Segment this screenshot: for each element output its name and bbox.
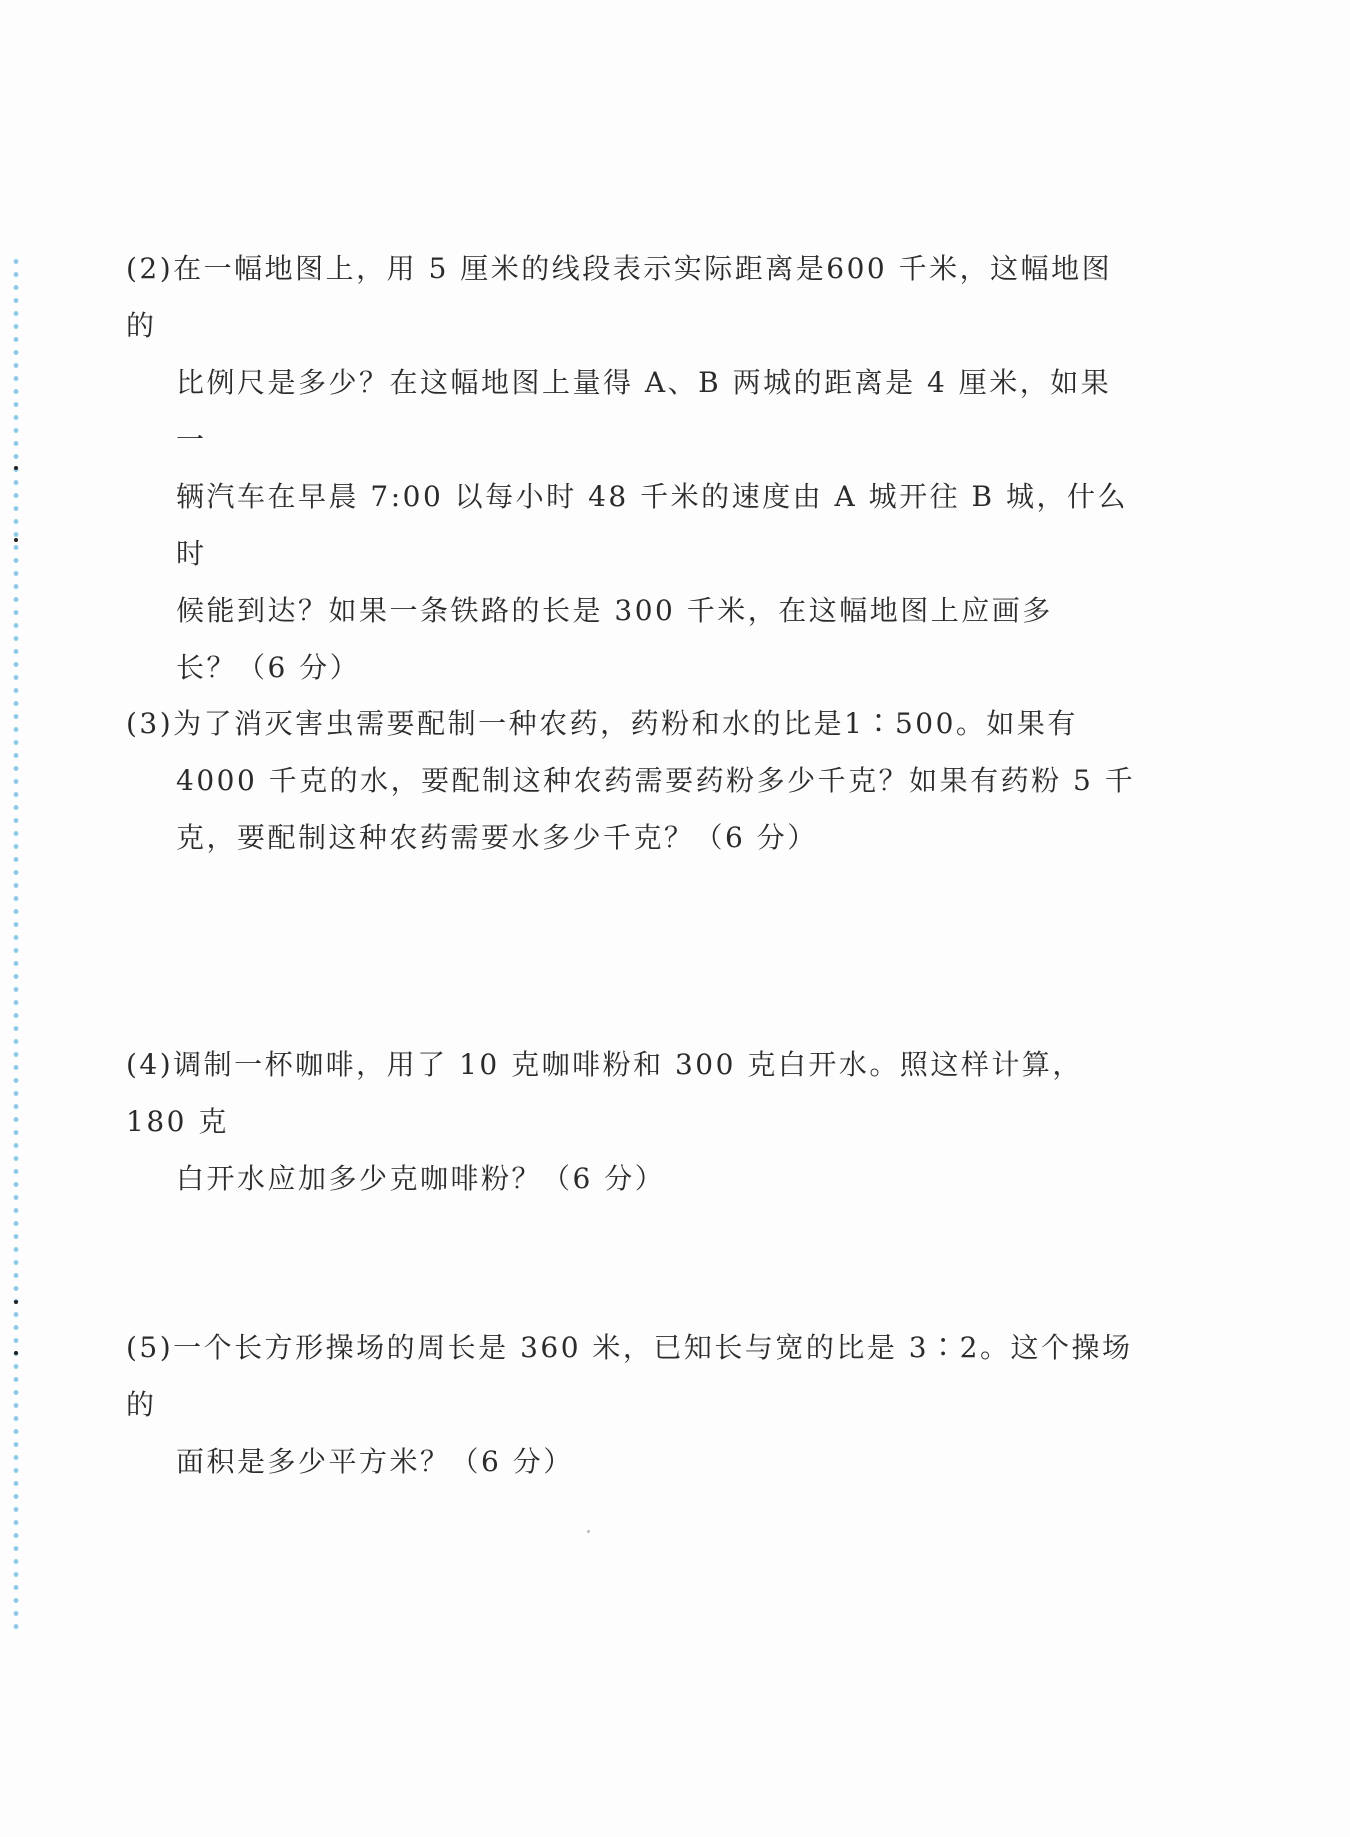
binding-margin-dotted-line <box>10 255 22 1635</box>
problem-line: 候能到达？如果一条铁路的长是 300 千米，在这幅地图上应画多 <box>176 594 1053 627</box>
margin-mark <box>14 1351 18 1355</box>
margin-mark <box>14 466 18 470</box>
problem-line: (3)为了消灭害虫需要配制一种农药，药粉和水的比是1∶500。如果有 <box>126 707 1078 740</box>
problem-line: 面积是多少平方米？（6 分） <box>176 1445 574 1478</box>
margin-mark <box>14 1300 18 1304</box>
problem-5 <box>126 1319 1141 1490</box>
problem-line: 4000 千克的水，要配制这种农药需要药粉多少千克？如果有药粉 5 千 <box>176 764 1136 797</box>
problem-line: 长？（6 分） <box>176 651 361 684</box>
problem-line: (4)调制一杯咖啡，用了 10 克咖啡粉和 300 克白开水。照这样计算，180 克 <box>126 1048 1083 1138</box>
problem-line: (5)一个长方形操场的周长是 360 米，已知长与宽的比是 3∶2。这个操场的 <box>126 1331 1133 1421</box>
problem-line: 克，要配制这种农药需要水多少千克？（6 分） <box>176 821 818 854</box>
problem-line: (2)在一幅地图上，用 5 厘米的线段表示实际距离是600 千米，这幅地图的 <box>126 252 1113 342</box>
problem-4 <box>126 1036 1141 1207</box>
problem-2 <box>126 240 1141 696</box>
problem-line: 白开水应加多少克咖啡粉？（6 分） <box>176 1162 666 1195</box>
problem-line: 比例尺是多少？在这幅地图上量得 A、B 两城的距离是 4 厘米，如果一 <box>176 366 1112 456</box>
problem-3 <box>126 695 1141 866</box>
scan-speck <box>587 1530 590 1533</box>
problem-line: 辆汽车在早晨 7:00 以每小时 48 千米的速度由 A 城开往 B 城，什么时 <box>176 480 1129 570</box>
margin-mark <box>14 538 18 542</box>
